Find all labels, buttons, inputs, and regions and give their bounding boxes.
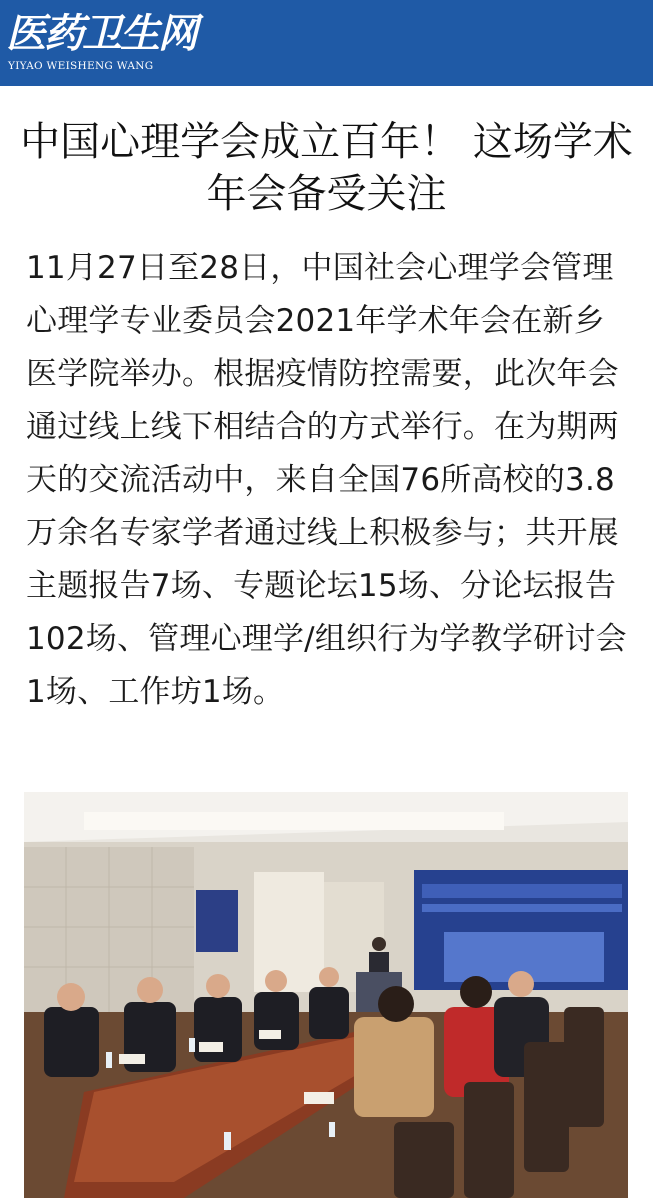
conference-photo-illustration	[24, 792, 628, 1198]
logo-text: 医药卫生网	[6, 10, 196, 57]
conference-photo	[24, 792, 628, 1198]
article-title: 中国心理学会成立百年！ 这场学术年会备受关注	[20, 119, 633, 217]
article-body: 11月27日至28日，中国社会心理学会管理心理学专业委员会2021年学术年会在新乡医学院举办。根据疫情防控需要，此次年会通过线上线下相结合的方式举行。在为期两天的交流活动中，来自全国76所高校的3.8万余名专家学者通过线上积极参与；共开展主题报告7场、专题论坛15场、分论坛报告102场、管理心理学/组织行为学教学研讨会1场、工作坊1场。	[26, 250, 627, 710]
site-logo[interactable]	[6, 8, 196, 78]
site-header	[0, 0, 653, 86]
logo-subtitle: YIYAO WEISHENG WANG	[8, 60, 154, 72]
